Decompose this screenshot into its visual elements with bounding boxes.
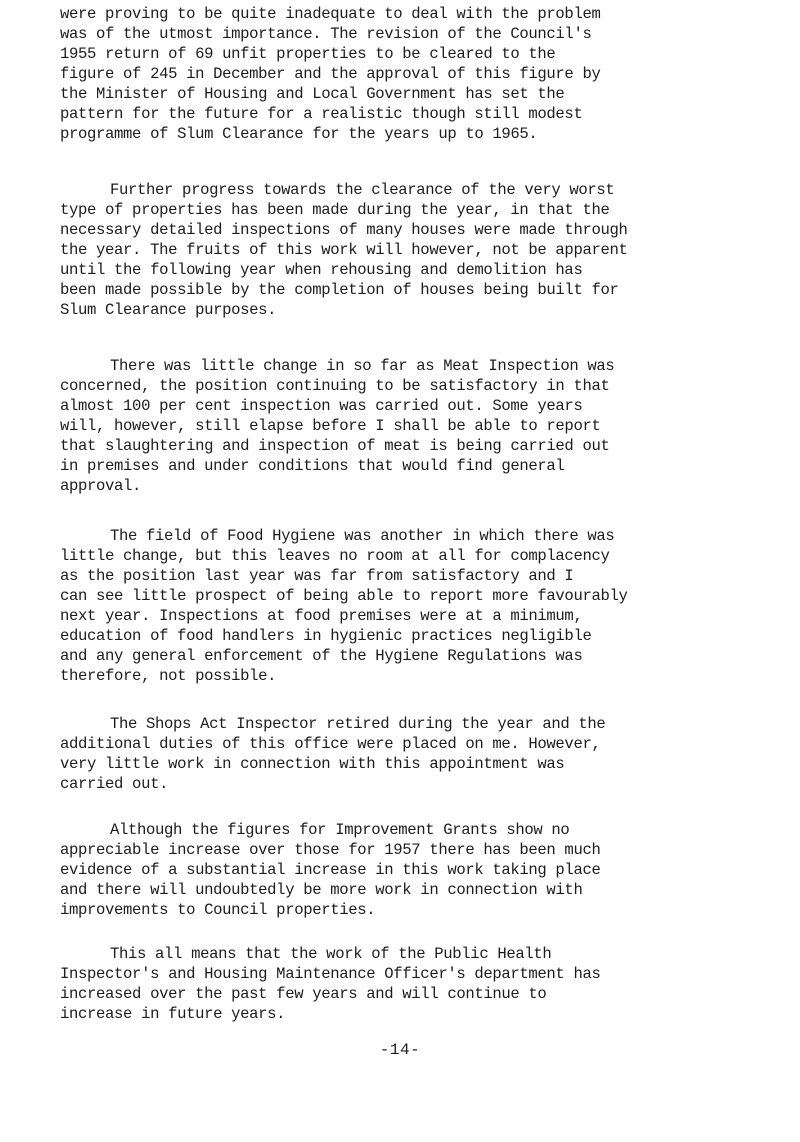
paragraph-meat-inspection (60, 356, 790, 496)
text-line: was of the utmost importance. The revision of the Council's (60, 25, 592, 43)
text-line: pattern for the future for a realistic though still modest (60, 105, 583, 123)
text-line: very little work in connection with this appointment was (60, 755, 565, 773)
text-line: can see little prospect of being able to report more favourably (60, 587, 628, 605)
text-line: next year. Inspections at food premises were at a minimum, (60, 607, 583, 625)
text-line: as the position last year was far from satisfactory and I (60, 567, 574, 585)
text-line: There was little change in so far as Meat Inspection was (110, 357, 615, 375)
paragraph-clearance-progress (60, 180, 790, 320)
text-line: therefore, not possible. (60, 667, 277, 685)
text-line: the year. The fruits of this work will however, not be apparent (60, 241, 628, 259)
text-line: Inspector's and Housing Maintenance Officer's department has (60, 965, 601, 983)
text-line: education of food handlers in hygienic practices negligible (60, 627, 592, 645)
text-line: been made possible by the completion of houses being built for (60, 281, 619, 299)
text-line: increase in future years. (60, 1005, 286, 1023)
text-line: that slaughtering and inspection of meat is being carried out (60, 437, 610, 455)
text-line: and any general enforcement of the Hygiene Regulations was (60, 647, 583, 665)
text-line: Further progress towards the clearance of the very worst (110, 181, 615, 199)
text-line: the Minister of Housing and Local Government has set the (60, 85, 565, 103)
text-line: approval. (60, 477, 142, 495)
text-line: necessary detailed inspections of many houses were made through (60, 221, 628, 239)
text-line: The field of Food Hygiene was another in which there was (110, 527, 615, 545)
paragraph-slum-clearance-programme (60, 4, 790, 144)
text-line: figure of 245 in December and the approval of this figure by (60, 65, 601, 83)
text-line: Although the figures for Improvement Grants show no (110, 821, 570, 839)
paragraph-department-workload (60, 944, 790, 1024)
page-number: -14- (379, 1041, 421, 1059)
text-line: type of properties has been made during the year, in that the (60, 201, 610, 219)
paragraph-food-hygiene (60, 526, 790, 686)
text-line: additional duties of this office were placed on me. However, (60, 735, 601, 753)
text-line: concerned, the position continuing to be satisfactory in that (60, 377, 610, 395)
text-line: increased over the past few years and will continue to (60, 985, 547, 1003)
text-line: were proving to be quite inadequate to deal with the problem (60, 5, 601, 23)
text-line: until the following year when rehousing and demolition has (60, 261, 583, 279)
text-line: little change, but this leaves no room at all for complacency (60, 547, 610, 565)
text-line: carried out. (60, 775, 169, 793)
paragraph-improvement-grants (60, 820, 790, 920)
text-line: This all means that the work of the Public Health (110, 945, 552, 963)
text-line: will, however, still elapse before I shall be able to report (60, 417, 601, 435)
text-line: programme of Slum Clearance for the years up to 1965. (60, 125, 538, 143)
paragraph-shops-act (60, 714, 790, 794)
text-line: improvements to Council properties. (60, 901, 376, 919)
text-line: and there will undoubtedly be more work in connection with (60, 881, 583, 899)
text-line: 1955 return of 69 unfit properties to be cleared to the (60, 45, 556, 63)
text-line: Slum Clearance purposes. (60, 301, 277, 319)
text-line: almost 100 per cent inspection was carried out. Some years (60, 397, 583, 415)
text-line: in premises and under conditions that would find general (60, 457, 565, 475)
text-line: appreciable increase over those for 1957 there has been much (60, 841, 601, 859)
text-line: evidence of a substantial increase in this work taking place (60, 861, 601, 879)
text-line: The Shops Act Inspector retired during the year and the (110, 715, 606, 733)
